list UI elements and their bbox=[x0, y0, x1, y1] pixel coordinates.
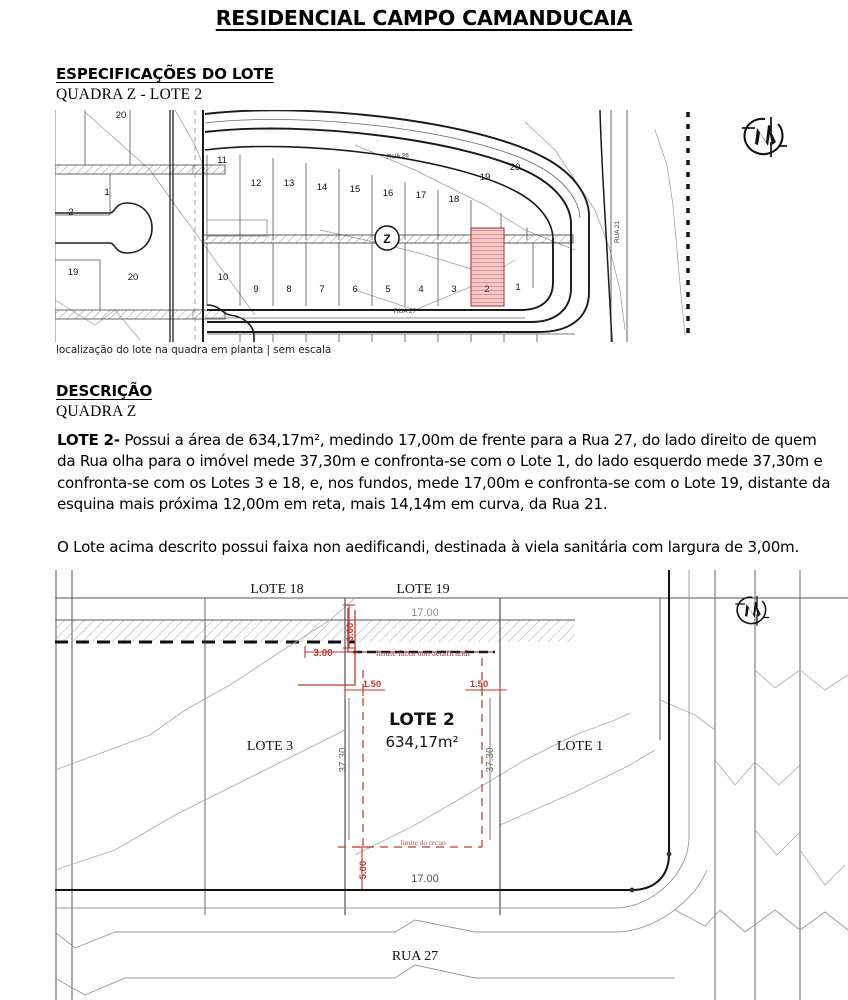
svg-text:20: 20 bbox=[115, 110, 127, 121]
svg-text:19: 19 bbox=[479, 172, 491, 183]
dim-right-3730: 37.30 bbox=[485, 747, 496, 773]
svg-text:20: 20 bbox=[509, 162, 521, 173]
lot-detail-map bbox=[55, 570, 848, 1000]
svg-text:3: 3 bbox=[451, 284, 457, 295]
svg-text:11: 11 bbox=[217, 155, 227, 166]
dim-setback-right-150: 1.50 bbox=[469, 679, 489, 690]
location-map bbox=[55, 110, 745, 342]
dim-3-00-vertical: 3.00 bbox=[345, 622, 356, 642]
label-lote-1: LOTE 1 bbox=[556, 739, 604, 754]
compass-rose-icon bbox=[735, 112, 791, 168]
lot-description-text: Possui a área de 634,17m², medindo 17,00m de frente para a Rua 27, do lado direito de quem da Rua olha para o imóvel mede 37,30m e confronta-se com o Lote 1, do lado esquerdo mede 37,30m e confronta-se com os Lotes 3 e 18, e, nos fundos, mede 17,00m e confronta-se com o Lote 19, distante da esquina mais próxima 12,00m em reta, mais 14,14m em curva, da Rua 21. bbox=[57, 431, 831, 513]
svg-text:RUA 27: RUA 27 bbox=[393, 308, 417, 315]
label-lote-18: LOTE 18 bbox=[250, 582, 304, 597]
label-lote-3: LOTE 3 bbox=[246, 739, 294, 754]
svg-text:1: 1 bbox=[515, 282, 521, 293]
svg-text:13: 13 bbox=[283, 178, 295, 189]
svg-text:19: 19 bbox=[67, 267, 79, 278]
svg-text:1: 1 bbox=[104, 187, 110, 198]
svg-text:18: 18 bbox=[448, 194, 460, 205]
svg-text:17: 17 bbox=[415, 190, 427, 201]
svg-text:RUA 28: RUA 28 bbox=[386, 152, 410, 161]
dim-front-setback-500: 5.00 bbox=[358, 860, 369, 880]
svg-text:2: 2 bbox=[484, 284, 490, 295]
dim-left-3730: 37.30 bbox=[338, 747, 349, 773]
lot-label: LOTE 2- bbox=[57, 431, 120, 449]
annotation-limite-recuo: limite do recuo bbox=[400, 838, 446, 847]
svg-text:15: 15 bbox=[349, 184, 361, 195]
non-aedificandi-paragraph: O Lote acima descrito possui faixa non aedificandi, destinada à viela sanitária com largura de 3,00m. bbox=[57, 538, 800, 556]
svg-text:Z: Z bbox=[383, 232, 391, 246]
lot-description-paragraph bbox=[57, 430, 835, 515]
label-lote-19: LOTE 19 bbox=[396, 582, 450, 597]
svg-text:RUA 21: RUA 21 bbox=[614, 220, 621, 244]
annotation-non-aedificandi: limite faixa non aedificandi bbox=[376, 648, 470, 658]
svg-text:5: 5 bbox=[385, 284, 391, 295]
svg-text:10: 10 bbox=[217, 272, 229, 283]
svg-text:12: 12 bbox=[250, 178, 262, 189]
svg-text:16: 16 bbox=[382, 188, 394, 199]
label-rua-27: RUA 27 bbox=[391, 949, 439, 964]
page-title: RESIDENCIAL CAMPO CAMANDUCAIA bbox=[215, 6, 633, 30]
svg-text:14: 14 bbox=[316, 182, 328, 193]
description-subheading: QUADRA Z bbox=[56, 403, 137, 420]
svg-text:6: 6 bbox=[352, 284, 358, 295]
svg-text:7: 7 bbox=[319, 284, 325, 295]
compass-rose-icon-bottom bbox=[730, 592, 772, 634]
svg-text:9: 9 bbox=[253, 284, 259, 295]
svg-text:20: 20 bbox=[127, 272, 139, 283]
specifications-heading: ESPECIFICAÇÕES DO LOTE bbox=[56, 65, 274, 83]
label-lote-2-title: LOTE 2 bbox=[389, 710, 455, 730]
location-map-caption: localização do lote na quadra em planta | sem escala bbox=[56, 344, 332, 356]
svg-text:2: 2 bbox=[68, 207, 74, 218]
dim-3-00-horizontal: 3.00 bbox=[313, 648, 333, 659]
specifications-subheading: QUADRA Z - LOTE 2 bbox=[56, 86, 203, 103]
dim-front-1700: 17.00 bbox=[411, 873, 439, 885]
description-heading: DESCRIÇÃO bbox=[56, 382, 153, 400]
svg-text:8: 8 bbox=[286, 284, 292, 295]
dim-rear-1700: 17.00 bbox=[411, 607, 439, 619]
svg-text:4: 4 bbox=[418, 284, 424, 295]
label-lote-2-area: 634,17m² bbox=[385, 733, 459, 751]
dim-setback-left-150: 1.50 bbox=[362, 679, 382, 690]
